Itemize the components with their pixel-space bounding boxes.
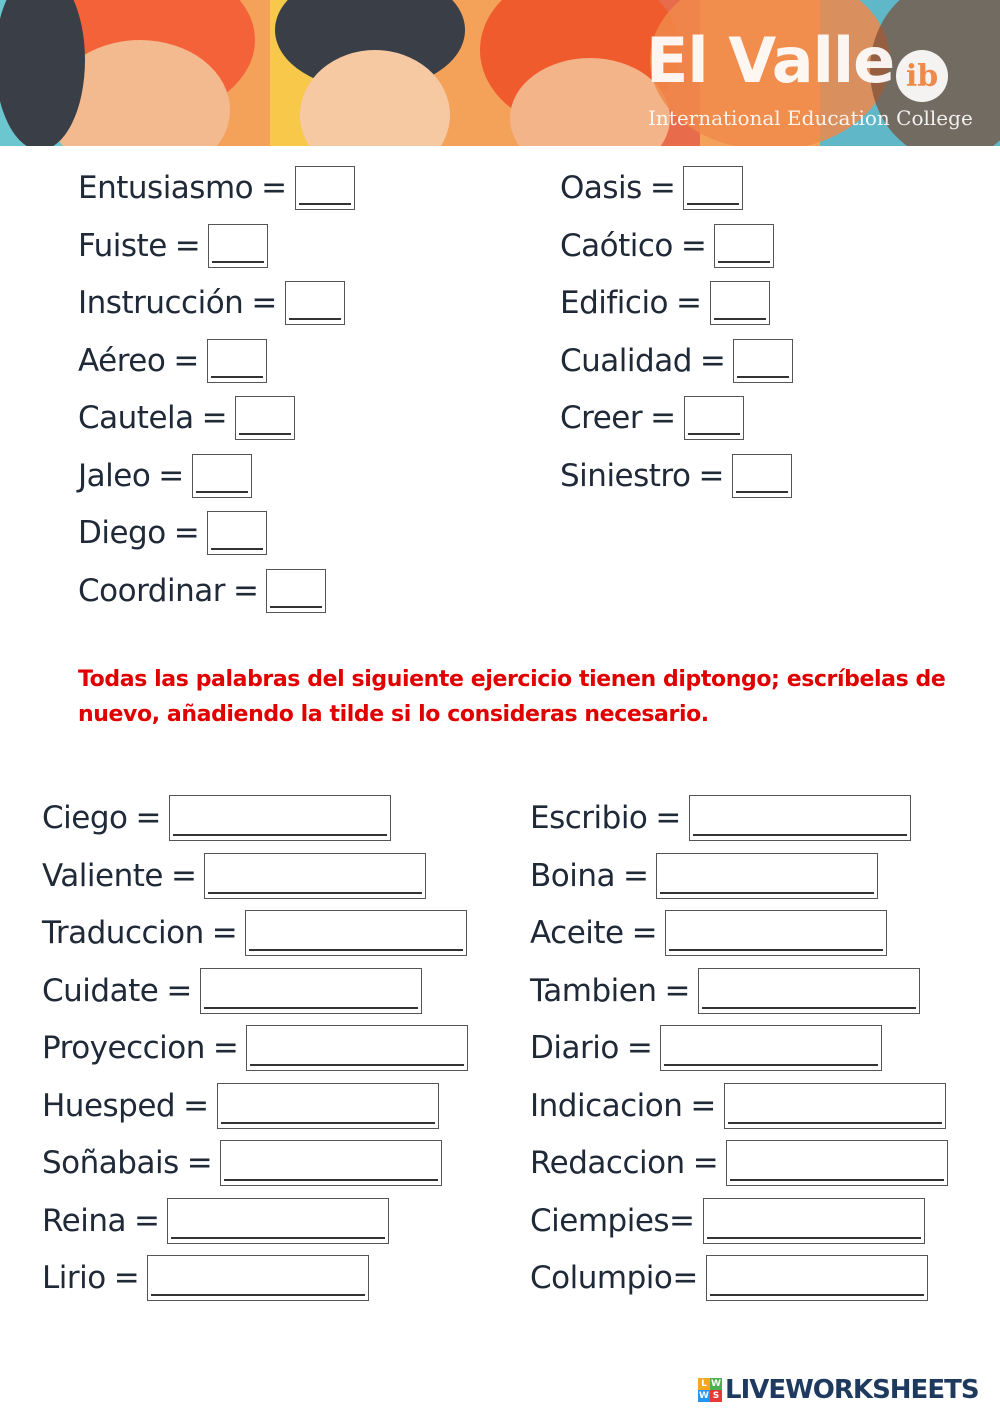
logo-subtitle: International Education College [648,106,973,130]
exercise-1-row [78,511,267,555]
word-label: Proyeccion [42,1030,205,1066]
exercise-2-row [42,1140,442,1186]
answer-box[interactable] [706,1255,928,1301]
exercise-1-row [560,454,792,498]
answer-box[interactable] [733,339,793,383]
word-label: Aéreo [78,342,166,379]
word-label: Fuiste [78,227,167,264]
liveworksheets-logo-icon: L W W S [699,1379,721,1401]
equals-sign: = [212,1030,239,1066]
equals-sign: = [698,457,724,494]
exercise-2-row [42,1083,439,1129]
word-label: Boina [530,857,615,894]
word-label: Ciempies [530,1202,670,1239]
answer-box[interactable] [207,339,267,383]
exercise-1-row [78,396,295,440]
answer-box[interactable] [220,1140,442,1186]
word-label: Jaleo [78,457,151,494]
equals-sign: = [133,1202,160,1239]
exercise-1-row [560,224,774,268]
exercise-2-row [42,795,391,841]
answer-box[interactable] [683,166,743,210]
answer-box[interactable] [660,1025,882,1071]
equals-sign: = [166,972,192,1009]
answer-box[interactable] [724,1083,946,1129]
answer-box[interactable] [169,795,391,841]
answer-box[interactable] [295,166,355,210]
exercise-1-row [560,281,770,325]
word-label: Traduccion [42,915,204,951]
answer-box[interactable] [703,1198,925,1244]
answer-box[interactable] [217,1083,439,1129]
equals-sign: = [623,857,649,894]
exercise-1-row [78,281,345,325]
equals-sign: = [626,1030,653,1066]
answer-box[interactable] [192,454,252,498]
equals-sign: = [680,227,707,264]
word-label: Cualidad [560,342,692,379]
answer-box[interactable] [235,396,295,440]
exercise-2-row [42,853,426,899]
word-label: Tambien [530,972,657,1009]
answer-box[interactable] [726,1140,948,1186]
answer-box[interactable] [689,795,911,841]
liveworksheets-footer [698,1375,979,1405]
word-label: Oasis [560,170,642,206]
word-label: Cautela [78,400,194,436]
exercise-1-row [560,166,743,210]
answer-box[interactable] [684,396,744,440]
word-label: Indicacion [530,1087,683,1124]
equals-sign: = [664,972,690,1009]
answer-box[interactable] [208,224,268,268]
exercise-2-row [530,795,911,841]
equals-sign: = [201,400,228,436]
exercise-1-row [560,339,793,383]
exercise-1-row [78,454,252,498]
exercise-2-row [530,1198,925,1244]
answer-box[interactable] [714,224,774,268]
word-label: Siniestro [560,457,691,494]
exercise-2-row [42,1255,369,1301]
equals-sign: = [690,1087,716,1124]
word-label: Cuidate [42,972,159,1009]
answer-box[interactable] [266,569,326,613]
ib-logo-icon: ib [896,50,948,102]
word-label: Ciego [42,800,128,836]
answer-box[interactable] [656,853,878,899]
word-label: Aceite [530,915,624,951]
answer-box[interactable] [204,853,426,899]
equals-sign: = [170,857,197,894]
equals-sign: = [650,400,676,436]
answer-box[interactable] [665,910,887,956]
word-label: Diego [78,515,166,551]
equals-sign: = [672,1260,698,1296]
equals-sign: = [174,227,201,264]
equals-sign: = [631,915,658,951]
word-label: Reina [42,1202,126,1239]
equals-sign: = [173,342,199,379]
answer-box[interactable] [285,281,345,325]
equals-sign: = [158,457,184,494]
exercise-2-row [530,910,887,956]
word-label: Soñabais [42,1145,179,1181]
exercise-2-row [42,1025,468,1071]
exercise-2-row [42,1198,389,1244]
equals-sign: = [135,800,161,836]
answer-box[interactable] [710,281,770,325]
equals-sign: = [113,1260,140,1296]
instructions-text: Todas las palabras del siguiente ejercicio tienen diptongo; escríbelas de nuevo, añadiendo la tilde si lo consideras necesario. [78,667,946,727]
exercise-1-row [78,569,326,613]
word-label: Valiente [42,857,163,894]
word-label: Instrucción [78,285,244,321]
word-label: Huesped [42,1087,176,1124]
equals-sign: = [699,342,726,379]
equals-sign: = [676,285,702,321]
answer-box[interactable] [200,968,422,1014]
word-label: Diario [530,1030,619,1066]
equals-sign: = [669,1202,695,1239]
word-label: Edificio [560,285,669,321]
exercise-2-row [42,968,422,1014]
exercise-1-row [78,166,355,210]
equals-sign: = [692,1145,719,1181]
exercise-2-row [530,1083,946,1129]
logo-title: El Valle [646,24,895,97]
word-label: Caótico [560,227,673,264]
exercise-2-row [530,1140,948,1186]
word-label: Lirio [42,1260,106,1296]
exercise-2-row [530,968,920,1014]
answer-box[interactable] [167,1198,389,1244]
equals-sign: = [186,1145,213,1181]
exercise-1-row [560,396,744,440]
exercise-2-row [530,1025,882,1071]
word-label: Creer [560,400,643,436]
equals-sign: = [183,1087,209,1124]
answer-box[interactable] [207,511,267,555]
answer-box[interactable] [732,454,792,498]
equals-sign: = [261,170,287,206]
exercise-2-row [530,853,878,899]
word-label: Entusiasmo [78,170,254,206]
exercise-1-row [78,224,268,268]
equals-sign: = [649,170,676,206]
exercise-2-row [530,1255,928,1301]
answer-box[interactable] [698,968,920,1014]
header-banner [0,0,1000,146]
answer-box[interactable] [246,1025,468,1071]
liveworksheets-brand: LIVEWORKSHEETS [725,1375,979,1405]
equals-sign: = [655,800,681,836]
exercise-1-row [78,339,267,383]
equals-sign: = [251,285,277,321]
word-label: Coordinar [78,572,225,609]
equals-sign: = [211,915,238,951]
equals-sign: = [173,515,200,551]
exercise-2-row [42,910,467,956]
word-label: Redaccion [530,1145,685,1181]
answer-box[interactable] [245,910,467,956]
word-label: Columpio [530,1260,673,1296]
word-label: Escribio [530,800,648,836]
answer-box[interactable] [147,1255,369,1301]
equals-sign: = [232,572,259,609]
